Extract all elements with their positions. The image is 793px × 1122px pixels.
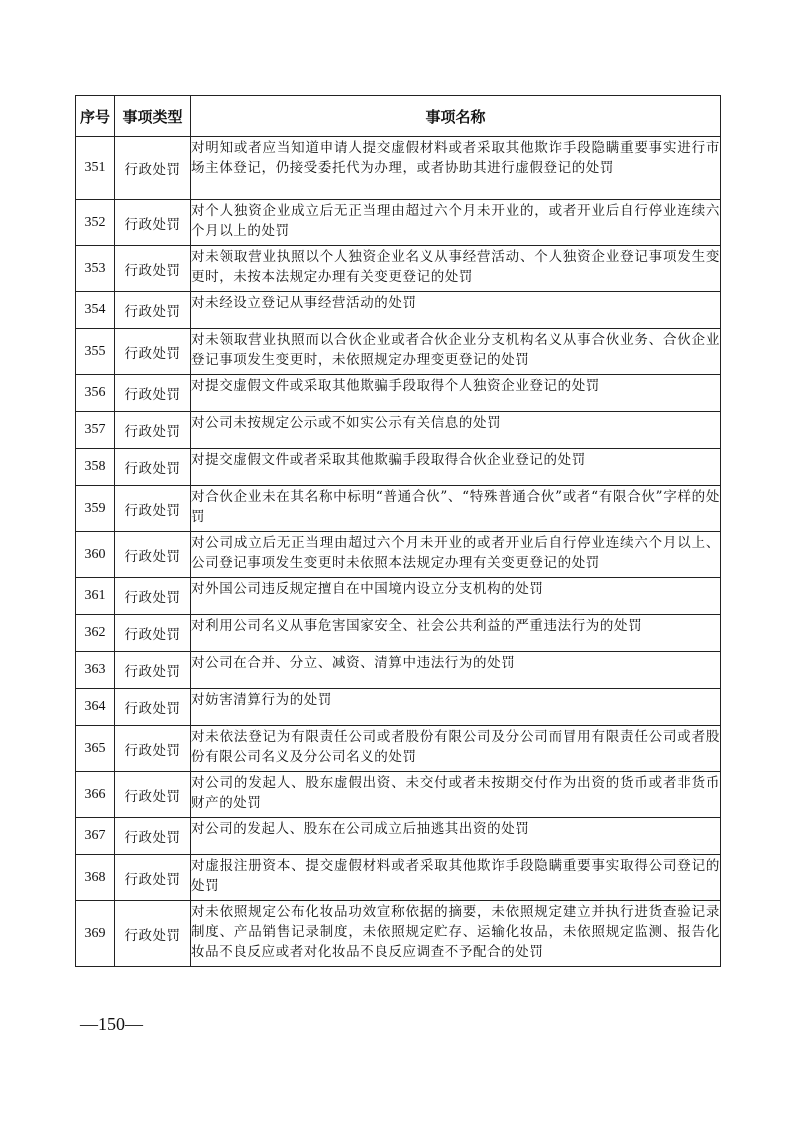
- table-row: [76, 375, 721, 412]
- table-row: [76, 329, 721, 375]
- row-name-cell: [191, 449, 721, 486]
- table-row: [76, 578, 721, 615]
- row-name: 对妨害清算行为的处罚: [191, 692, 332, 708]
- row-number: 365: [76, 726, 115, 772]
- row-type: 行政处罚: [115, 772, 191, 818]
- table-row: [76, 449, 721, 486]
- row-type: 行政处罚: [115, 329, 191, 375]
- table-row: [76, 772, 721, 818]
- row-name: 对外国公司违反规定擅自在中国境内设立分支机构的处罚: [191, 581, 544, 597]
- row-name: 对提交虚假文件或者采取其他欺骗手段取得合伙企业登记的处罚: [191, 452, 586, 468]
- header-number: 序号: [76, 96, 115, 137]
- header-row: [76, 96, 721, 137]
- row-name-cell: [191, 200, 721, 246]
- row-name: 对公司未按规定公示或不如实公示有关信息的处罚: [191, 415, 502, 431]
- row-name: 对未领取营业执照以个人独资企业名义从事经营活动、个人独资企业登记事项发生变更时，未按本法规定办理有关变更登记的处罚: [191, 249, 720, 285]
- row-number: 351: [76, 137, 115, 200]
- row-name: 对明知或者应当知道申请人提交虚假材料或者采取其他欺诈手段隐瞒重要事实进行市场主体登记，仍接受委托代为办理，或者协助其进行虚假登记的处罚: [191, 140, 720, 176]
- row-number: 353: [76, 246, 115, 292]
- row-number: 352: [76, 200, 115, 246]
- row-name: 对个人独资企业成立后无正当理由超过六个月未开业的，或者开业后自行停业连续六个月以上的处罚: [191, 203, 720, 239]
- row-type: 行政处罚: [115, 855, 191, 901]
- row-type: 行政处罚: [115, 137, 191, 200]
- row-number: 364: [76, 689, 115, 726]
- row-name-cell: [191, 855, 721, 901]
- row-name: 对公司的发起人、股东在公司成立后抽逃其出资的处罚: [191, 821, 530, 837]
- row-type: 行政处罚: [115, 615, 191, 652]
- row-name-cell: [191, 412, 721, 449]
- row-name: 对虚报注册资本、提交虚假材料或者采取其他欺诈手段隐瞒重要事实取得公司登记的处罚: [191, 858, 720, 894]
- row-type: 行政处罚: [115, 689, 191, 726]
- row-type: 行政处罚: [115, 532, 191, 578]
- row-name: 对未依法登记为有限责任公司或者股份有限公司及分公司而冒用有限责任公司或者股份有限公司名义及分公司名义的处罚: [191, 729, 720, 765]
- table-row: [76, 689, 721, 726]
- row-number: 360: [76, 532, 115, 578]
- row-name-cell: [191, 532, 721, 578]
- row-name: 对合伙企业未在其名称中标明“普通合伙”、“特殊普通合伙”或者“有限合伙”字样的处罚: [191, 489, 720, 525]
- matters-table: [75, 95, 721, 967]
- header-name: 事项名称: [191, 96, 721, 137]
- table-row: [76, 200, 721, 246]
- row-type: 行政处罚: [115, 375, 191, 412]
- row-type: 行政处罚: [115, 292, 191, 329]
- table-row: [76, 532, 721, 578]
- row-number: 358: [76, 449, 115, 486]
- table-row: [76, 486, 721, 532]
- table-row: [76, 137, 721, 200]
- table-row: [76, 615, 721, 652]
- row-number: 363: [76, 652, 115, 689]
- row-name-cell: [191, 652, 721, 689]
- row-number: 355: [76, 329, 115, 375]
- table-row: [76, 652, 721, 689]
- row-type: 行政处罚: [115, 726, 191, 772]
- row-number: 359: [76, 486, 115, 532]
- row-number: 369: [76, 901, 115, 967]
- table-row: [76, 818, 721, 855]
- row-type: 行政处罚: [115, 486, 191, 532]
- row-number: 366: [76, 772, 115, 818]
- row-number: 357: [76, 412, 115, 449]
- row-name-cell: [191, 615, 721, 652]
- row-type: 行政处罚: [115, 200, 191, 246]
- row-number: 362: [76, 615, 115, 652]
- row-number: 368: [76, 855, 115, 901]
- row-name-cell: [191, 486, 721, 532]
- row-name: 对未领取营业执照而以合伙企业或者合伙企业分支机构名义从事合伙业务、合伙企业登记事项发生变更时，未依照规定办理变更登记的处罚: [191, 332, 720, 368]
- row-name-cell: [191, 329, 721, 375]
- row-name-cell: [191, 818, 721, 855]
- row-name: 对公司在合并、分立、减资、清算中违法行为的处罚: [191, 655, 516, 671]
- row-number: 354: [76, 292, 115, 329]
- row-type: 行政处罚: [115, 652, 191, 689]
- row-type: 行政处罚: [115, 578, 191, 615]
- row-name: 对公司成立后无正当理由超过六个月未开业的或者开业后自行停业连续六个月以上、公司登记事项发生变更时未依照本法规定办理有关变更登记的处罚: [191, 535, 720, 571]
- table-row: [76, 726, 721, 772]
- row-name: 对未依照规定公布化妆品功效宣称依据的摘要，未依照规定建立并执行进货查验记录制度、产品销售记录制度，未依照规定贮存、运输化妆品，未依照规定监测、报告化妆品不良反应或者对化妆品不良反应调查不予配合的处罚: [191, 904, 720, 960]
- row-name-cell: [191, 375, 721, 412]
- page-number: —150—: [80, 1014, 143, 1034]
- row-name-cell: [191, 726, 721, 772]
- row-name: 对未经设立登记从事经营活动的处罚: [191, 295, 417, 311]
- row-number: 361: [76, 578, 115, 615]
- row-name-cell: [191, 137, 721, 200]
- row-type: 行政处罚: [115, 449, 191, 486]
- row-type: 行政处罚: [115, 246, 191, 292]
- table-row: [76, 292, 721, 329]
- row-number: 367: [76, 818, 115, 855]
- row-name: 对利用公司名义从事危害国家安全、社会公共利益的严重违法行为的处罚: [191, 618, 643, 634]
- row-type: 行政处罚: [115, 818, 191, 855]
- row-name: 对提交虚假文件或采取其他欺骗手段取得个人独资企业登记的处罚: [191, 378, 600, 394]
- row-type: 行政处罚: [115, 901, 191, 967]
- row-name-cell: [191, 578, 721, 615]
- table-row: [76, 412, 721, 449]
- table-row: [76, 901, 721, 967]
- table-row: [76, 855, 721, 901]
- row-name-cell: [191, 901, 721, 967]
- row-type: 行政处罚: [115, 412, 191, 449]
- row-name: 对公司的发起人、股东虚假出资、未交付或者未按期交付作为出资的货币或者非货币财产的处罚: [191, 775, 720, 811]
- table-row: [76, 246, 721, 292]
- row-name-cell: [191, 689, 721, 726]
- row-name-cell: [191, 772, 721, 818]
- row-number: 356: [76, 375, 115, 412]
- row-name-cell: [191, 246, 721, 292]
- row-name-cell: [191, 292, 721, 329]
- header-type: 事项类型: [115, 96, 191, 137]
